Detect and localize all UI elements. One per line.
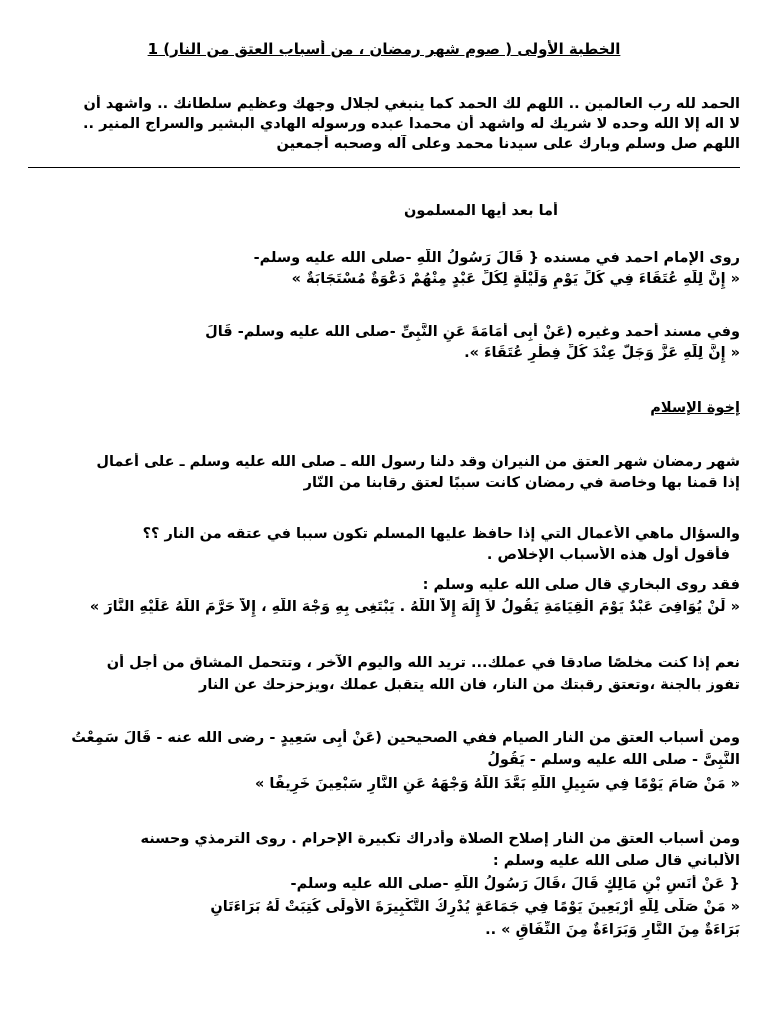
fasting-line-2: النَّبِىَّ - صلى الله عليه وسلم - يَقُولُ	[487, 752, 740, 768]
question-line: والسؤال ماهي الأعمال التي إذا حافظ عليها المسلم تكون سببا في عتقه من النار ؟؟	[142, 526, 740, 542]
sincere-line-1: نعم إذا كنت مخلصًا صادقا في عملك... تريد الله واليوم الآخر ، وتتحمل المشاق من أجل أن	[106, 655, 740, 671]
hadith2-line-2: « إِنَّ لِلَّهِ عَزَّ وَجَلَّ عِنْدَ كُلِّ فِطْرٍ عُتَقَاءَ ».	[464, 345, 740, 361]
hadith1-line-1: روى الإمام احمد في مسنده { قَالَ رَسُولُ اللَّهِ -صلى الله عليه وسلم-	[253, 250, 740, 266]
page-title: الخطبة الأولى ( صوم شهر رمضان ، من أسباب العتق من النار) 1	[147, 40, 621, 58]
prayer-line-3: { عَنْ أَنَسِ بْنِ مَالِكٍ قَالَ ،قَالَ رَسُولُ اللَّهِ -صلى الله عليه وسلم-	[290, 876, 740, 892]
fasting-line-3: « مَنْ صَامَ يَوْمًا فِي سَبِيلِ اللَّهِ بَعَّدَ اللَّهُ وَجْهَهُ عَنِ النَّارِ سَبْعِينَ خَرِيفًا »	[255, 776, 740, 792]
intro-line-2: لا اله إلا الله وحده لا شريك له واشهد أن محمدا عبده ورسوله الهادي البشير والسراج المنير ..	[83, 116, 740, 132]
hadith2-line-1: وفي مسند أحمد وغيره (عَنْ أَبِى أُمَامَةَ عَنِ النَّبِىِّ -صلى الله عليه وسلم- قَالَ	[205, 324, 740, 340]
fasting-line-1: ومن أسباب العتق من النار الصيام ففي الصحيحين (عَنْ أَبِى سَعِيدٍ - رضى الله عنه - قَالَ سَمِعْتُ	[71, 730, 740, 746]
first-cause-line: فأقول أول هذه الأسباب الإخلاص .	[486, 547, 730, 563]
ramadan-line-2: إذا قمنا بها وخاصة في رمضان كانت سببًا لعتق رقابنا من النّار	[303, 475, 740, 491]
prayer-line-1: ومن أسباب العتق من النار إصلاح الصلاة وأدراك تكبيرة الإحرام . روى الترمذي وحسنه	[140, 831, 740, 847]
hadith1-line-2: « إِنَّ لِلَّهِ عُتَقَاءَ فِي كُلِّ يَوْمٍ وَلَيْلَةٍ لِكُلِّ عَبْدٍ مِنْهُمْ دَعْوَةٌ مُسْتَجَابَةٌ »	[291, 271, 740, 287]
intro-line-3: اللهم صل وسلم وبارك على سيدنا محمد وعلى آله وصحبه أجمعين	[276, 136, 740, 152]
ramadan-line-1: شهر رمضان شهر العتق من النيران وقد دلنا رسول الله ـ صلى الله عليه وسلم ـ على أعمال	[96, 454, 740, 470]
sincere-line-2: تفوز بالجنة ،وتعتق رقبتك من النار، فان الله يتقبل عملك ،ويزحزحك عن النار	[198, 677, 740, 693]
bukhari-line-1: فقد روى البخاري قال صلى الله عليه وسلم :	[422, 577, 740, 593]
amma-baad: أما بعد أيها المسلمون	[404, 203, 558, 219]
prayer-line-4: « مَنْ صَلَّى لِلَّهِ أَرْبَعِينَ يَوْمًا فِي جَمَاعَةٍ يُدْرِكُ التَّكْبِيرَةَ الأُولَى كُتِبَتْ لَهُ بَرَاءَتَانِ	[210, 899, 740, 915]
prayer-line-5: بَرَاءَةٌ مِنَ النَّارِ وَبَرَاءَةٌ مِنَ النِّفَاقِ » ..	[485, 922, 740, 938]
brothers-heading: إخوة الإسلام	[650, 400, 740, 416]
prayer-line-2: الألباني قال صلى الله عليه وسلم :	[492, 853, 740, 869]
bukhari-line-2: « لَنْ يُوَافِىَ عَبْدٌ يَوْمَ الْقِيَامَةِ يَقُولُ لاَ إِلَهَ إِلاَّ اللَّهُ . يَبْتَغِى بِهِ وَجْهَ اللَّهِ ، إِلاَّ حَرَّمَ اللَّهُ عَلَيْهِ النَّارَ »	[89, 599, 740, 615]
intro-line-1: الحمد لله رب العالمين .. اللهم لك الحمد كما ينبغي لجلال وجهك وعظيم سلطانك .. واشهد أن	[83, 96, 740, 112]
divider-line	[28, 167, 740, 168]
